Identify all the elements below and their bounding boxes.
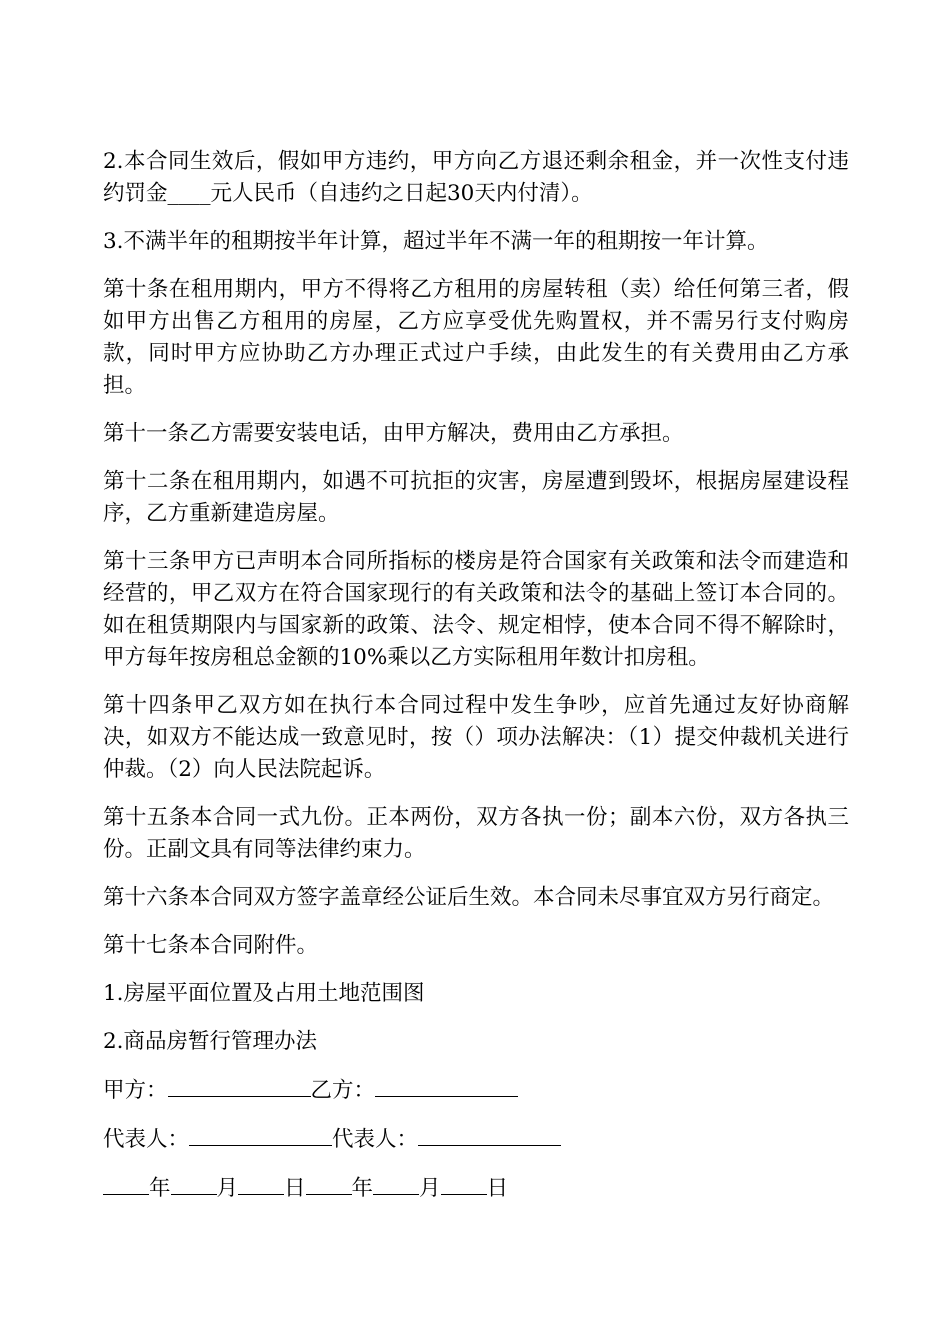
date-b-year-label: 年 xyxy=(351,1176,374,1201)
date-b-year-blank[interactable] xyxy=(306,1172,352,1195)
party-b-blank[interactable] xyxy=(375,1074,518,1097)
attachment-1: 1.房屋平面位置及占用土地范围图 xyxy=(103,981,425,1006)
article-11-telephone: 第十一条乙方需要安装电话，由甲方解决，费用由乙方承担。 xyxy=(103,421,684,446)
attachment-2: 2.商品房暂行管理办法 xyxy=(103,1029,318,1054)
article-16-effectiveness: 第十六条本合同双方签字盖章经公证后生效。本合同未尽事宜双方另行商定。 xyxy=(103,885,835,910)
document-page xyxy=(103,146,849,1221)
date-a-day-label: 日 xyxy=(284,1176,306,1201)
party-a-blank[interactable] xyxy=(168,1074,311,1097)
article-12-force-majeure: 第十二条在租用期内，如遇不可抗拒的灾害，房屋遭到毁坏，根据房屋建设程序，乙方重新建造房屋。 xyxy=(103,469,849,526)
rep-b-label: 代表人： xyxy=(332,1127,419,1152)
rep-a-blank[interactable] xyxy=(189,1123,332,1146)
party-b-label: 乙方： xyxy=(310,1078,376,1103)
date-a-month-blank[interactable] xyxy=(171,1172,217,1195)
date-b-day-label: 日 xyxy=(486,1176,509,1201)
rep-b-blank[interactable] xyxy=(418,1123,561,1146)
date-b-month-blank[interactable] xyxy=(373,1172,419,1195)
representative-signature-line xyxy=(103,1123,849,1156)
date-line xyxy=(103,1172,849,1205)
clause-3-term-rounding: 3.不满半年的租期按半年计算，超过半年不满一年的租期按一年计算。 xyxy=(103,229,769,254)
article-17-attachments: 第十七条本合同附件。 xyxy=(103,933,319,958)
date-b-month-label: 月 xyxy=(419,1176,441,1201)
date-b-day-blank[interactable] xyxy=(441,1172,487,1195)
article-15-copies: 第十五条本合同一式九份。正本两份，双方各执一份；副本六份，双方各执三份。正副文具有同等法律约束力。 xyxy=(103,805,849,862)
date-a-year-label: 年 xyxy=(149,1176,171,1201)
date-a-month-label: 月 xyxy=(216,1176,239,1201)
clause-2-breach-penalty: 2.本合同生效后，假如甲方违约，甲方向乙方退还剩余租金，并一次性支付违约罚金____元人民币（自违约之日起30天内付清）。 xyxy=(103,149,849,206)
article-10-sublease: 第十条在租用期内，甲方不得将乙方租用的房屋转租（卖）给任何第三者，假如甲方出售乙方租用的房屋，乙方应享受优先购置权，并不需另行支付购房款，同时甲方应协助乙方办理正式过户手续，由此发生的有关费用由乙方承担。 xyxy=(103,277,849,398)
date-a-year-blank[interactable] xyxy=(103,1172,149,1195)
article-13-policy-compliance: 第十三条甲方已声明本合同所指标的楼房是符合国家有关政策和法令而建造和经营的，甲乙双方在符合国家现行的有关政策和法令的基础上签订本合同的。如在租赁期限内与国家新的政策、法令、规定相悖，使本合同不得不解除时，甲方每年按房租总金额的10%乘以乙方实际租用年数计扣房租。 xyxy=(103,549,849,670)
party-signature-line xyxy=(103,1074,849,1107)
date-a-day-blank[interactable] xyxy=(238,1172,284,1195)
article-14-dispute-resolution: 第十四条甲乙双方如在执行本合同过程中发生争吵，应首先通过友好协商解决，如双方不能达成一致意见时，按（）项办法解决：（1）提交仲裁机关进行仲裁。（2）向人民法院起诉。 xyxy=(103,693,849,782)
party-a-label: 甲方： xyxy=(103,1078,168,1103)
rep-a-label: 代表人： xyxy=(103,1127,190,1152)
